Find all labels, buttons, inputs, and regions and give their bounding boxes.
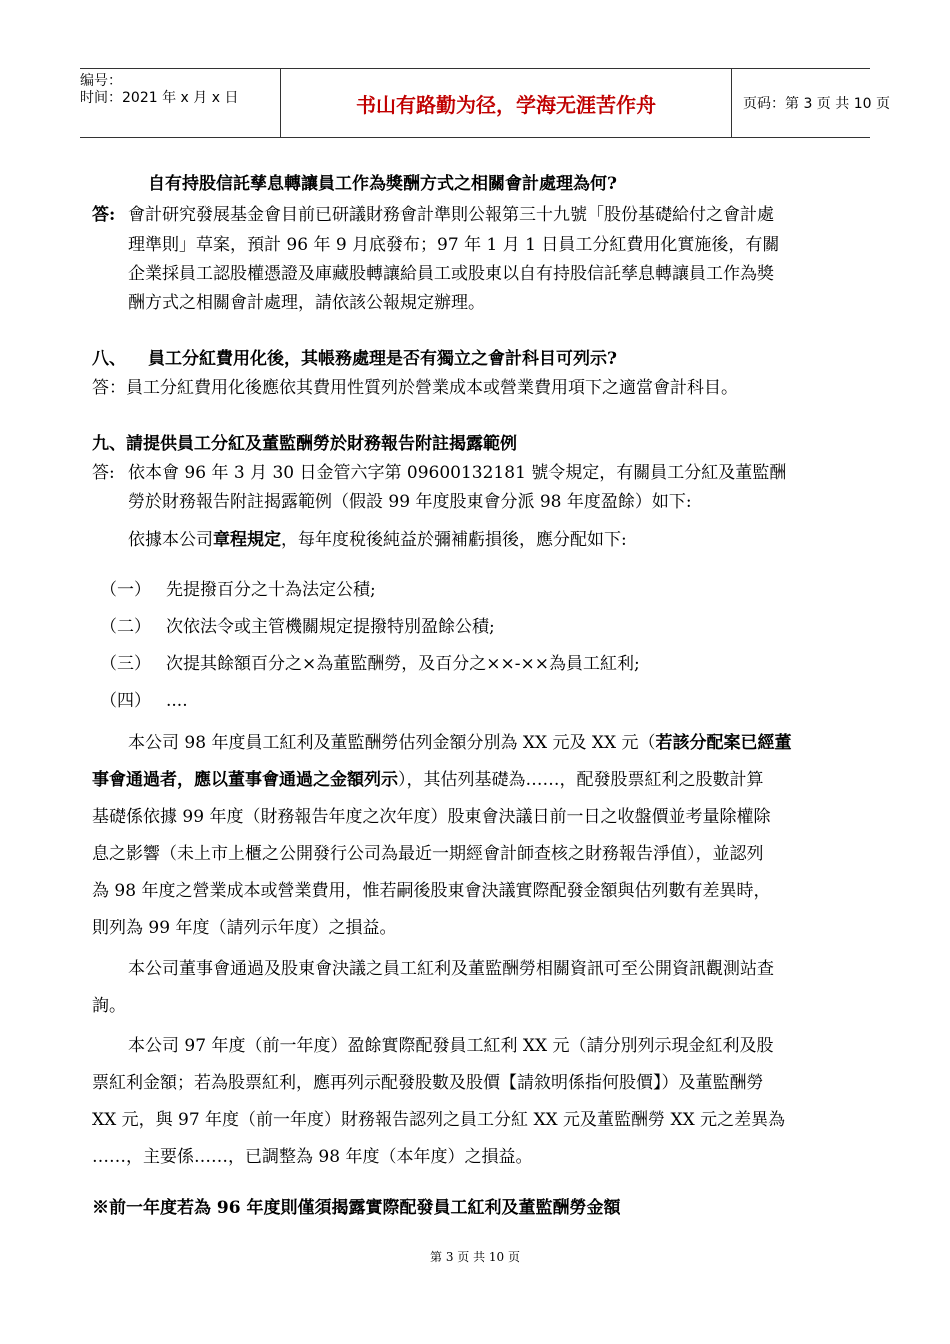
document-date: 时间：2021 年 x 月 x 日 <box>80 90 239 106</box>
answer-label: 答: <box>92 205 116 225</box>
answer-line-3: 企業採員工認股權憑證及庫藏股轉讓給員工或股東以自有持股信託孳息轉讓員工作為獎 <box>128 264 774 284</box>
list-item-text: 先提撥百分之十為法定公積; <box>166 580 376 600</box>
question-heading: 自有持股信託孳息轉讓員工作為獎酬方式之相關會計處理為何? <box>148 174 617 194</box>
paragraph-3-line-1: 本公司 97 年度（前一年度）盈餘實際配發員工紅利 XX 元（請分別列示現金紅利及股 <box>128 1036 774 1056</box>
paragraph-1-line-5: 為 98 年度之營業成本或營業費用，惟若嗣後股東會決議實際配發金額與估列數有差異時， <box>92 881 771 901</box>
list-item-number: （二） <box>100 617 151 637</box>
list-item-number: （三） <box>100 654 151 674</box>
page-header <box>80 68 890 138</box>
list-item-number: （四） <box>100 691 151 711</box>
answer-line-2: 理準則」草案，預計 96 年 9 月底發布；97 年 1 月 1 日員工分紅費用化實施後，有關 <box>128 235 780 255</box>
paragraph-1-line-6: 則列為 99 年度（請列示年度）之損益。 <box>92 918 397 938</box>
paragraph-3-line-3: XX 元，與 97 年度（前一年度）財務報告認列之員工分紅 XX 元及董監酬勞 XX 元之差異為 <box>92 1110 786 1130</box>
list-item-text: .... <box>166 691 188 711</box>
section-9-answer-label: 答: <box>92 463 115 483</box>
section-8-question: 員工分紅費用化後，其帳務處理是否有獨立之會計科目可列示? <box>148 349 617 369</box>
list-item-number: （一） <box>100 580 151 600</box>
paragraph-1-line-3: 基礎係依據 99 年度（財務報告年度之次年度）股東會決議日前一日之收盤價並考量除權除 <box>92 807 771 827</box>
section-9-answer-line-1: 依本會 96 年 3 月 30 日金管六字第 09600132181 號令規定，有關員工分紅及董監酬 <box>128 463 787 483</box>
paragraph-1-line-2: 事會通過者，應以董事會通過之金額列示），其估列基礎為……，配發股票紅利之股數計算 <box>92 770 764 790</box>
list-item-text: 次提其餘額百分之×為董監酬勞，及百分之××-××為員工紅利; <box>166 654 640 674</box>
list-item-text: 次依法令或主管機關規定提撥特別盈餘公積; <box>166 617 495 637</box>
articles-rule-intro: 依據本公司章程規定，每年度稅後純益於彌補虧損後，應分配如下: <box>128 530 627 550</box>
paragraph-1-line-1: 本公司 98 年度員工紅利及董監酬勞估列金額分別為 XX 元及 XX 元（若該分配案已經董 <box>128 733 792 753</box>
section-8-answer: 答：員工分紅費用化後應依其費用性質列於營業成本或營業費用項下之適當會計科目。 <box>92 378 738 398</box>
header-meta <box>80 69 280 137</box>
section-8-number: 八、 <box>92 349 126 369</box>
paragraph-2-line-1: 本公司董事會通過及股東會決議之員工紅利及董監酬勞相關資訊可至公開資訊觀測站查 <box>128 959 774 979</box>
header-page-code: 页码：第 3 页 共 10 页 <box>743 96 890 112</box>
footnote: ※前一年度若為 96 年度則僅須揭露實際配發員工紅利及董監酬勞金額 <box>92 1198 621 1218</box>
header-motto: 书山有路勤为径，学海无涯苦作舟 <box>280 69 732 137</box>
answer-line-1: 會計研究發展基金會目前已研議財務會計準則公報第三十九號「股份基礎給付之會計處 <box>128 205 774 225</box>
section-9-question: 九、請提供員工分紅及董監酬勞於財務報告附註揭露範例 <box>92 434 517 454</box>
paragraph-1-line-4: 息之影響（未上市上櫃之公開發行公司為最近一期經會計師查核之財務報告淨值），並認列 <box>92 844 764 864</box>
section-9-answer-line-2: 勞於財務報告附註揭露範例（假設 99 年度股東會分派 98 年度盈餘）如下: <box>128 492 692 512</box>
document-number-label: 编号： <box>80 73 122 89</box>
answer-line-4: 酬方式之相關會計處理，請依該公報規定辦理。 <box>128 293 485 313</box>
page-footer: 第 3 页 共 10 页 <box>430 1250 520 1264</box>
paragraph-3-line-4: ……，主要係……，已調整為 98 年度（本年度）之損益。 <box>92 1147 533 1167</box>
paragraph-3-line-2: 票紅利金額；若為股票紅利，應再列示配發股數及股價【請敘明係指何股價】）及董監酬勞 <box>92 1073 764 1093</box>
paragraph-2-line-2: 詢。 <box>92 996 126 1016</box>
